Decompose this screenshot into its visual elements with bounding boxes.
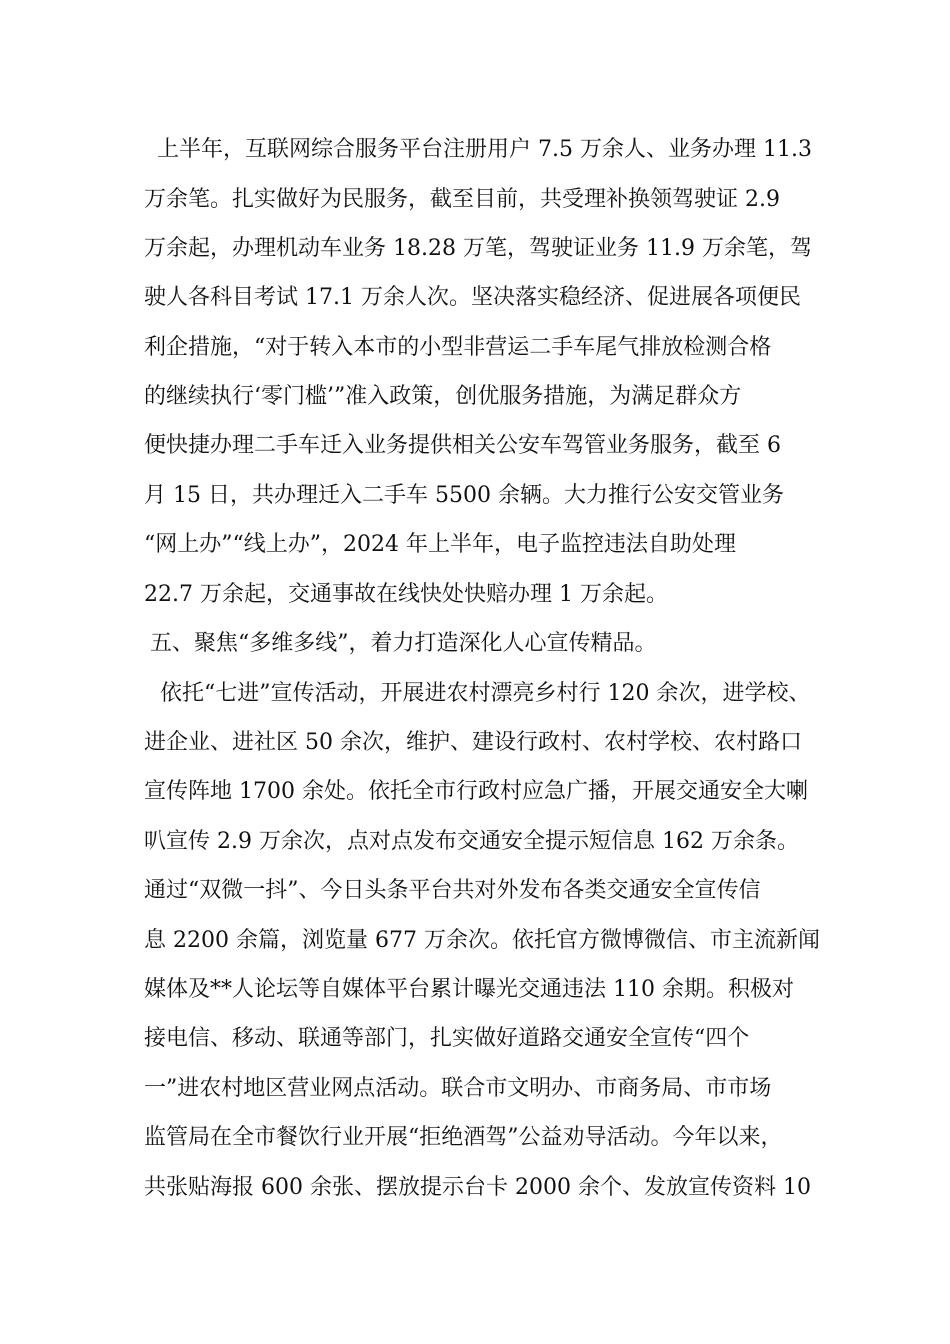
text-line-9: “网上办”“线上办”，2024 年上半年，电子监控违法自助处理 xyxy=(144,532,736,557)
text-line-7: 便快捷办理二手车迁入业务提供相关公安车驾管业务服务，截至 6 xyxy=(144,433,781,458)
text-line-6: 的继续执行‘零门槛’”准入政策，创优服务措施，为满足群众方 xyxy=(144,384,742,409)
text-line-19: 接电信、移动、联通等部门，扎实做好道路交通安全宣传“四个 xyxy=(144,1026,750,1051)
text-line-5: 利企措施，“对于转入本市的小型非营运二手车尾气排放检测合格 xyxy=(144,335,772,360)
text-line-1: 上半年，互联网综合服务平台注册用户 7.5 万余人、业务办理 11.3 xyxy=(150,137,812,162)
text-line-22: 共张贴海报 600 余张、摆放提示台卡 2000 余个、发放宣传资料 10 xyxy=(144,1175,811,1200)
text-line-13: 进企业、进社区 50 余次，维护、建设行政村、农村学校、农村路口 xyxy=(144,730,802,755)
text-line-8: 月 15 日，共办理迁入二手车 5500 余辆。大力推行公安交管业务 xyxy=(144,483,784,508)
text-line-4: 驶人各科目考试 17.1 万余人次。坚决落实稳经济、促进展各项便民 xyxy=(144,285,801,310)
text-line-17: 息 2200 余篇，浏览量 677 万余次。依托官方微博微信、市主流新闻 xyxy=(144,928,820,953)
text-line-12: 依托“七进”宣传活动，开展进农村漂亮乡村行 120 余次，进学校、 xyxy=(160,681,811,706)
text-line-3: 万余起，办理机动车业务 18.28 万笔，驾驶证业务 11.9 万余笔，驾 xyxy=(144,236,812,261)
text-line-15: 叭宣传 2.9 万余次，点对点发布交通安全提示短信息 162 万余条。 xyxy=(144,829,799,854)
text-line-16: 通过“双微一抖”、今日头条平台共对外发布各类交通安全宣传信 xyxy=(144,878,761,903)
text-line-10: 22.7 万余起，交通事故在线快处快赔办理 1 万余起。 xyxy=(144,582,668,607)
text-line-20: 一”进农村地区营业网点活动。联合市文明办、市商务局、市市场 xyxy=(144,1076,772,1101)
text-line-18: 媒体及**人论坛等自媒体平台累计曝光交通违法 110 余期。积极对 xyxy=(144,977,794,1002)
text-line-21: 监管局在全市餐饮行业开展“拒绝酒驾”公益劝导活动。今年以来， xyxy=(144,1125,783,1150)
section-heading: 五、聚焦“多维多线”，着力打造深化人心宣传精品。 xyxy=(150,631,657,656)
text-line-14: 宣传阵地 1700 余处。依托全市行政村应急广播，开展交通安全大喇 xyxy=(144,779,808,804)
text-line-2: 万余笔。扎实做好为民服务，截至目前，共受理补换领驾驶证 2.9 xyxy=(144,187,780,212)
